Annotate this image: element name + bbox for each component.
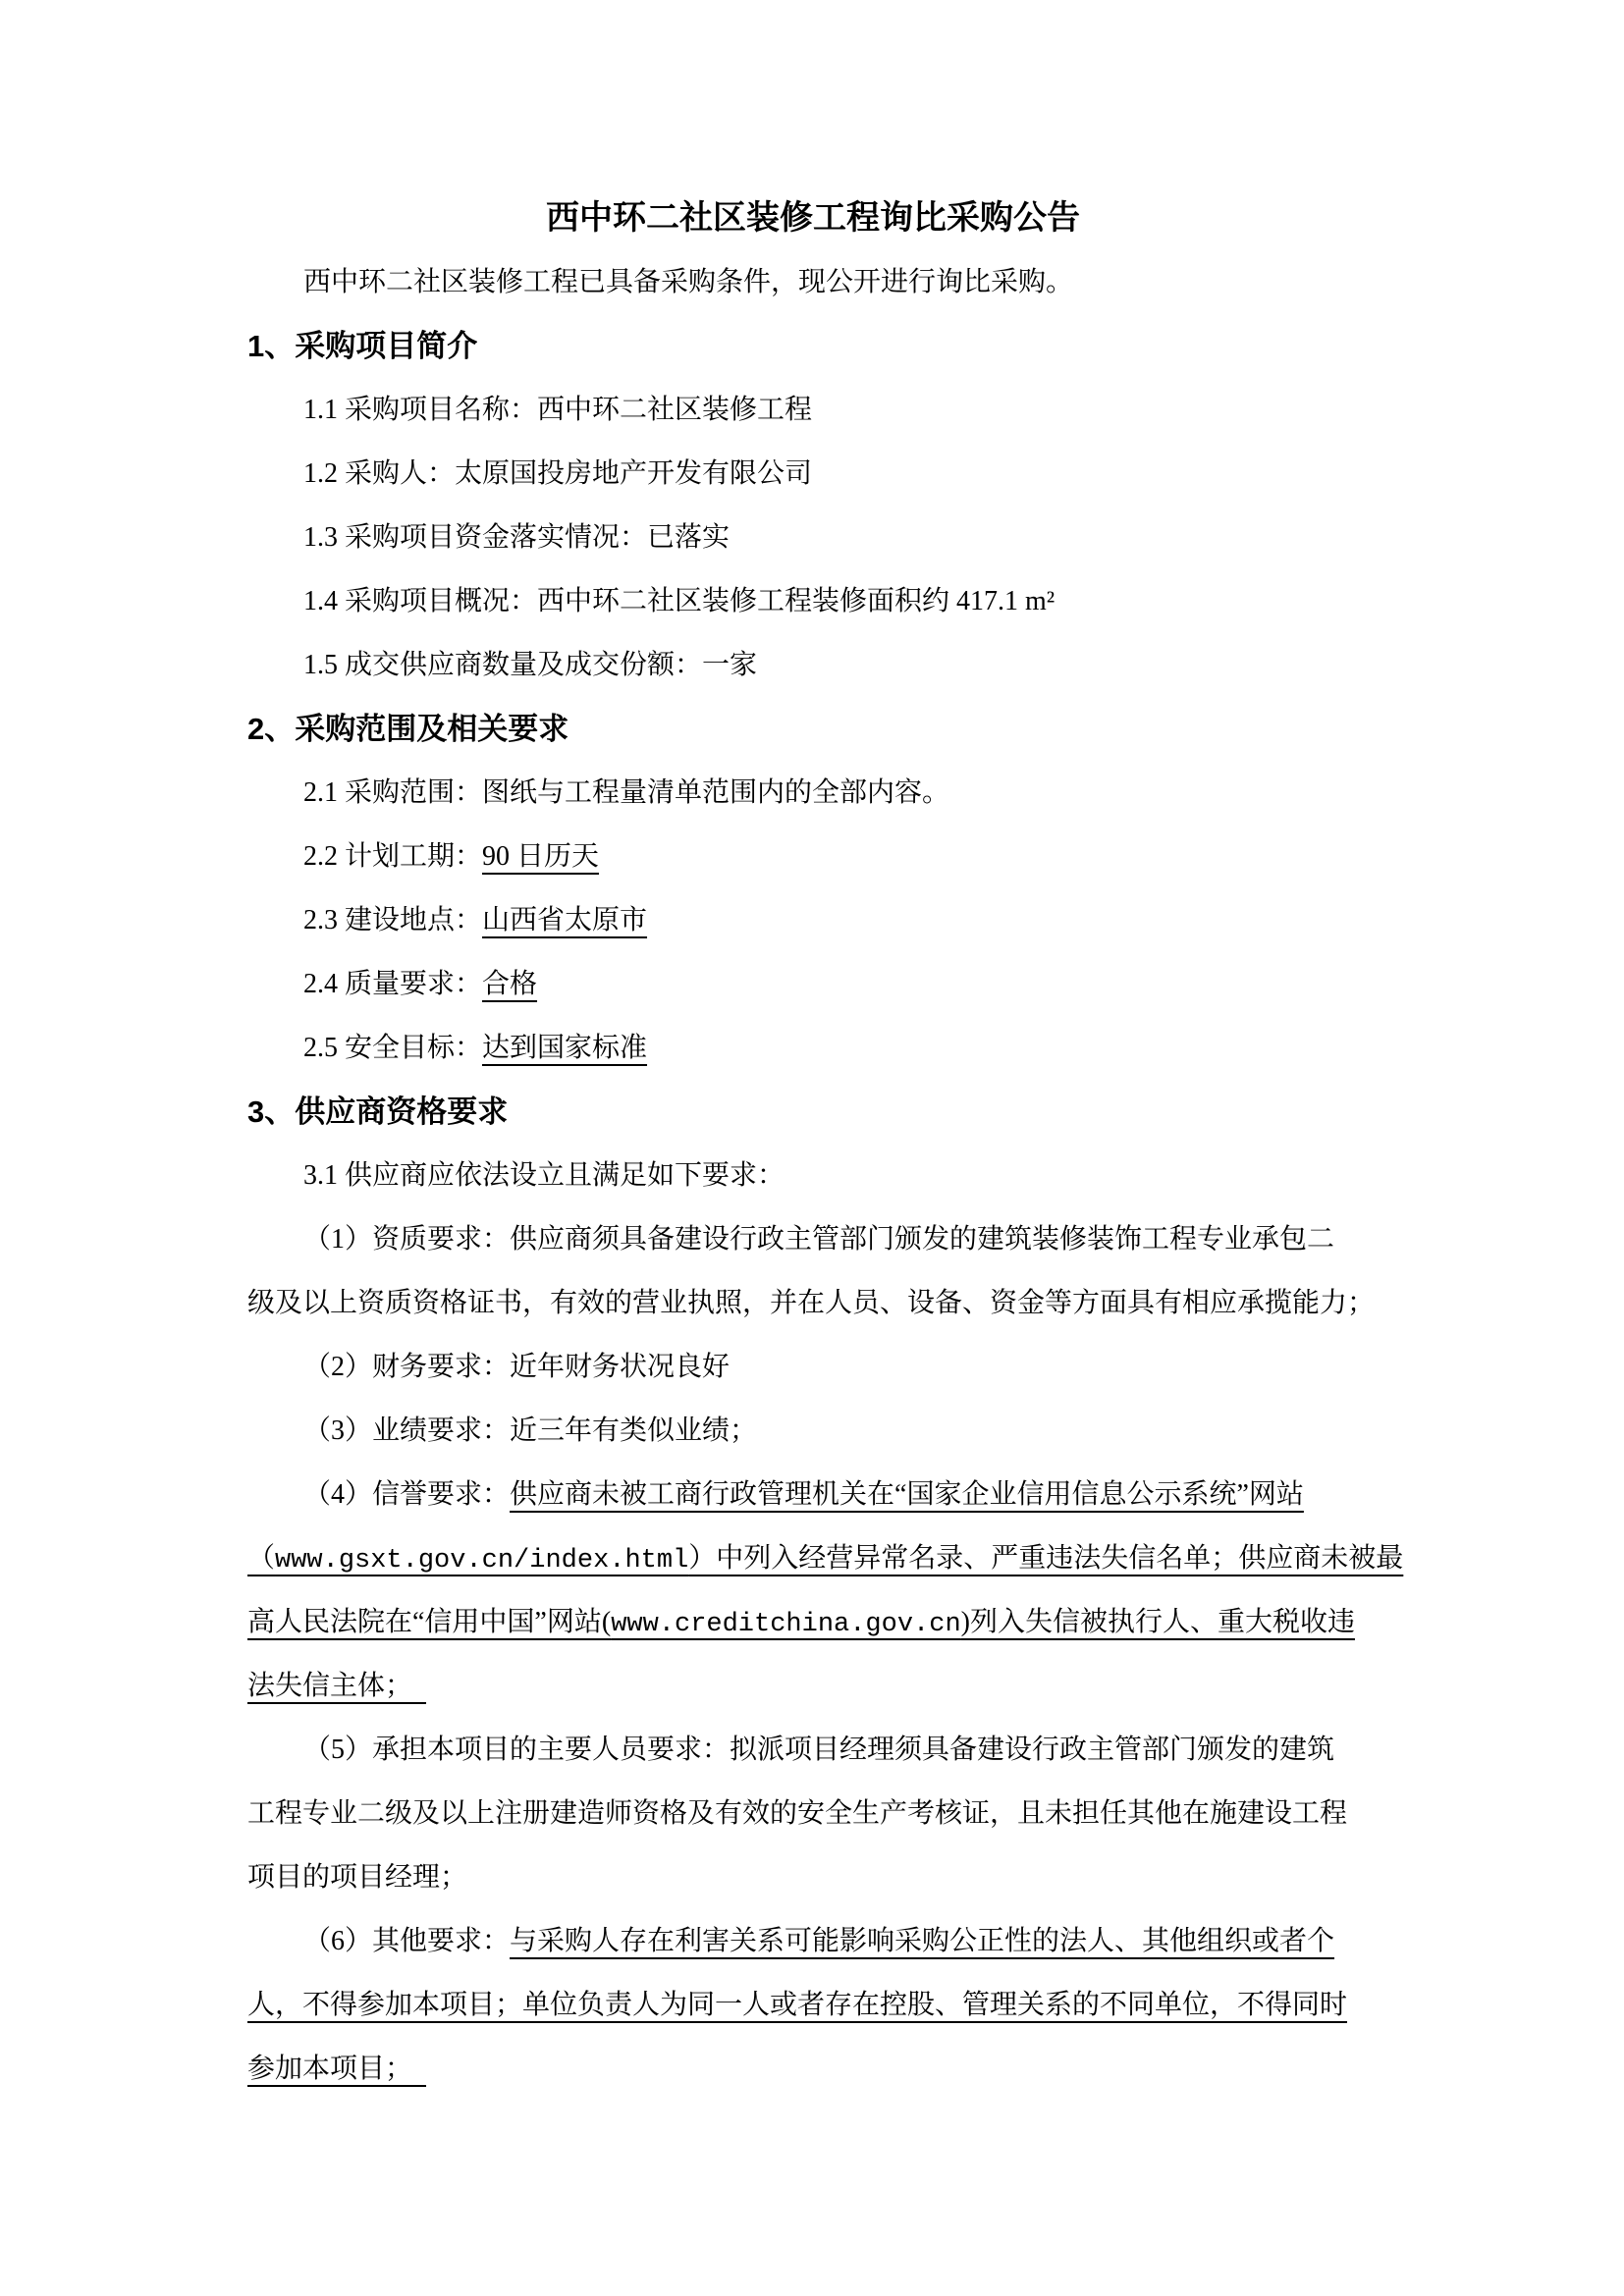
req-1-line-1: （1）资质要求：供应商须具备建设行政主管部门颁发的建筑装修装饰工程专业承包二 xyxy=(303,1224,1335,1255)
req-6-label: （6）其他要求： xyxy=(303,1926,511,1956)
section-1-heading: 1、采购项目简介 xyxy=(247,329,478,363)
req-4-line-3-pre: 高人民法院在“信用中国”网站( xyxy=(247,1607,612,1637)
item-2-2-label: 2.2 计划工期： xyxy=(303,841,483,872)
item-1-4: 1.4 采购项目概况：西中环二社区装修工程装修面积约 417.1 m² xyxy=(303,586,1056,616)
req-4-url-gsxt: www.gsxt.gov.cn/index.html xyxy=(275,1546,689,1575)
req-6-line-1 xyxy=(247,1909,1379,1973)
req-4-line-2-open: （ xyxy=(247,1543,276,1574)
req-5-line-1: （5）承担本项目的主要人员要求：拟派项目经理须具备建设行政主管部门颁发的建筑 xyxy=(303,1735,1335,1765)
section-3-heading: 3、供应商资格要求 xyxy=(247,1095,509,1129)
req-2: （2）财务要求：近年财务状况良好 xyxy=(303,1352,731,1382)
item-2-5-value: 达到国家标准 xyxy=(482,1033,648,1063)
item-2-4-label: 2.4 质量要求： xyxy=(303,969,483,999)
item-2-5-label: 2.5 安全目标： xyxy=(303,1033,483,1063)
item-2-2 xyxy=(247,825,1379,888)
req-6-line-2: 人，不得参加本项目；单位负责人为同一人或者存在控股、管理关系的不同单位，不得同时 xyxy=(247,1990,1348,2020)
req-5-line-3: 项目的项目经理； xyxy=(247,1862,468,1893)
req-4-line-2 xyxy=(247,1526,1404,1590)
doc-title: 西中环二社区装修工程询比采购公告 xyxy=(546,199,1080,237)
item-2-3-label: 2.3 建设地点： xyxy=(303,905,483,935)
req-6-line-3-value: 参加本项目； xyxy=(247,2054,427,2084)
req-4-line-1-value: 供应商未被工商行政管理机关在“国家企业信用信息公示系统”网站 xyxy=(510,1479,1304,1510)
item-2-4 xyxy=(247,952,1379,1016)
req-4-line-2-rest: ）中列入经营异常名录、严重违法失信名单；供应商未被最 xyxy=(688,1543,1404,1574)
item-3-1: 3.1 供应商应依法设立且满足如下要求： xyxy=(303,1160,785,1191)
item-1-5: 1.5 成交供应商数量及成交份额：一家 xyxy=(303,650,758,680)
item-2-2-value: 90 日历天 xyxy=(482,841,600,872)
req-6-line-3 xyxy=(247,2037,1379,2101)
req-3: （3）业绩要求：近三年有类似业绩； xyxy=(303,1415,758,1446)
item-2-1: 2.1 采购范围：图纸与工程量清单范围内的全部内容。 xyxy=(303,777,950,808)
req-4-line-4-value: 法失信主体； xyxy=(247,1671,427,1701)
item-2-3-value: 山西省太原市 xyxy=(482,905,648,935)
req-6-line-1-value: 与采购人存在利害关系可能影响采购公正性的法人、其他组织或者个 xyxy=(510,1926,1335,1956)
req-4-label: （4）信誉要求： xyxy=(303,1479,511,1510)
req-4-line-3 xyxy=(247,1590,1379,1654)
item-1-3: 1.3 采购项目资金落实情况：已落实 xyxy=(303,522,731,553)
req-1-line-2: 级及以上资质资格证书，有效的营业执照，并在人员、设备、资金等方面具有相应承揽能力； xyxy=(247,1288,1376,1318)
req-5-line-2: 工程专业二级及以上注册建造师资格及有效的安全生产考核证，且未担任其他在施建设工程 xyxy=(247,1798,1348,1829)
item-2-5 xyxy=(247,1016,1379,1080)
item-1-1: 1.1 采购项目名称：西中环二社区装修工程 xyxy=(303,395,813,425)
intro-paragraph: 西中环二社区装修工程已具备采购条件，现公开进行询比采购。 xyxy=(303,267,1074,297)
req-4-url-creditchina: www.creditchina.gov.cn xyxy=(611,1610,961,1639)
req-4-line-3-rest: )列入失信被执行人、重大税收违 xyxy=(960,1607,1355,1637)
section-2-heading: 2、采购范围及相关要求 xyxy=(247,712,569,746)
req-4-line-1 xyxy=(247,1463,1379,1526)
document-content xyxy=(247,187,1404,2101)
req-4-line-4 xyxy=(247,1654,1379,1718)
item-2-3 xyxy=(247,888,1379,952)
item-1-2: 1.2 采购人：太原国投房地产开发有限公司 xyxy=(303,458,813,489)
item-2-4-value: 合格 xyxy=(482,969,538,999)
